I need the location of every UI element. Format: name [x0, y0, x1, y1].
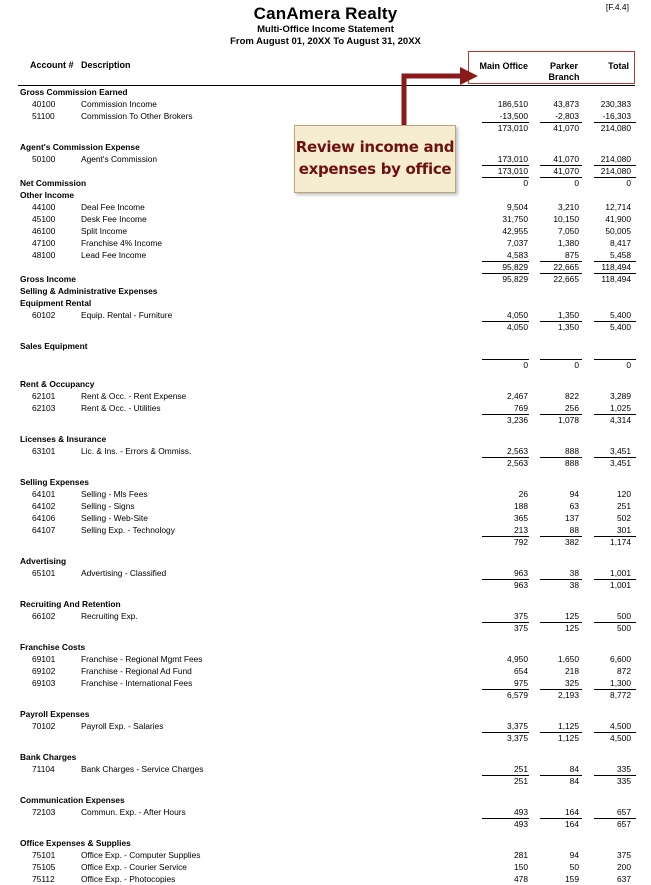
- section-label: Payroll Expenses: [20, 709, 90, 719]
- total-value: 8,417: [610, 238, 631, 248]
- account-description: Commission To Other Brokers: [81, 111, 193, 121]
- main-office-value: 31,750: [502, 214, 528, 224]
- parker-branch-value: 2,193: [558, 690, 579, 700]
- main-office-value: 375: [514, 611, 528, 621]
- total-value: 230,383: [600, 99, 631, 109]
- parker-branch-value: 0: [574, 360, 579, 370]
- account-number: 75112: [32, 874, 55, 884]
- parker-branch-value: 84: [569, 776, 579, 786]
- account-description: Agent's Commission: [81, 154, 158, 164]
- main-office-value: 975: [514, 678, 528, 688]
- parker-branch-value: 88: [569, 525, 579, 535]
- main-office-value: 95,829: [502, 262, 528, 272]
- total-value: 5,400: [610, 310, 631, 320]
- parker-branch-value: 94: [569, 850, 579, 860]
- section-label: Net Commission: [20, 178, 87, 188]
- total-value: 200: [617, 862, 631, 872]
- account-description: Selling - Mls Fees: [81, 489, 148, 499]
- account-number: 71104: [32, 764, 55, 774]
- account-description: Recruiting Exp.: [81, 611, 138, 621]
- parker-branch-value: 22,665: [553, 262, 579, 272]
- total-value: 50,005: [605, 226, 631, 236]
- total-value: 335: [617, 764, 631, 774]
- account-description: Desk Fee Income: [81, 214, 147, 224]
- main-office-value: 26: [518, 489, 528, 499]
- parker-branch-value: 164: [565, 819, 579, 829]
- main-office-value: 0: [523, 360, 528, 370]
- parker-branch-value: 1,078: [558, 415, 579, 425]
- parker-branch-value: 7,050: [558, 226, 579, 236]
- section-label: Gross Income: [20, 274, 76, 284]
- account-description: Commission Income: [81, 99, 157, 109]
- total-value: 214,080: [600, 154, 631, 164]
- total-value: 502: [617, 513, 631, 523]
- parker-branch-value: 22,665: [553, 274, 579, 284]
- parker-branch-value: 41,070: [553, 123, 579, 133]
- account-description: Selling Exp. - Technology: [81, 525, 175, 535]
- total-value: 3,289: [610, 391, 631, 401]
- account-number: 60102: [32, 310, 56, 320]
- section-row: [0, 837, 651, 849]
- total-value: 8,772: [610, 690, 631, 700]
- col-total-header: Total: [608, 61, 629, 71]
- account-description: Payroll Exp. - Salaries: [81, 721, 164, 731]
- main-office-value: -13,500: [499, 111, 528, 121]
- total-value: 118,494: [601, 274, 631, 284]
- account-number: 69101: [32, 654, 56, 664]
- main-office-value: 173,010: [497, 166, 528, 176]
- total-value: 12,714: [605, 202, 631, 212]
- main-office-value: 4,050: [507, 322, 528, 332]
- report-title: Multi-Office Income Statement: [257, 24, 394, 35]
- total-value: 301: [617, 525, 631, 535]
- callout-line-1: Review income and: [295, 138, 455, 156]
- account-description: Commun. Exp. - After Hours: [81, 807, 186, 817]
- total-value: -16,303: [602, 111, 631, 121]
- account-number: 75105: [32, 862, 56, 872]
- account-description: Office Exp. - Courier Service: [81, 862, 187, 872]
- section-label: Franchise Costs: [20, 642, 86, 652]
- total-value: 872: [617, 666, 631, 676]
- account-number: 72103: [32, 807, 56, 817]
- section-label: Gross Commission Earned: [20, 87, 128, 97]
- parker-branch-value: 888: [565, 446, 579, 456]
- account-number: 64106: [32, 513, 56, 523]
- parker-branch-value: 1,125: [558, 733, 579, 743]
- col-main-office-header: Main Office: [479, 61, 528, 71]
- account-description: Deal Fee Income: [81, 202, 145, 212]
- account-description: Advertising - Classified: [81, 568, 167, 578]
- total-value: 5,458: [610, 250, 631, 260]
- total-value: 500: [617, 611, 631, 621]
- main-office-value: 493: [514, 819, 528, 829]
- account-number: 48100: [32, 250, 56, 260]
- parker-branch-value: 94: [569, 489, 579, 499]
- total-value: 251: [617, 501, 631, 511]
- main-office-value: 963: [514, 580, 528, 590]
- callout-note: [294, 125, 456, 193]
- total-value: 0: [626, 360, 631, 370]
- total-value: 1,300: [610, 678, 631, 688]
- main-office-value: 281: [514, 850, 528, 860]
- account-description: Rent & Occ. - Rent Expense: [81, 391, 187, 401]
- total-value: 375: [617, 850, 631, 860]
- total-value: 118,494: [601, 262, 631, 272]
- section-label: Bank Charges: [20, 752, 77, 762]
- account-number: 47100: [32, 238, 56, 248]
- col-parker-header-line2: Branch: [548, 72, 580, 82]
- main-office-value: 963: [514, 568, 528, 578]
- main-office-value: 251: [514, 764, 528, 774]
- parker-branch-value: 38: [569, 580, 579, 590]
- parker-branch-value: 1,380: [558, 238, 579, 248]
- account-number: 46100: [32, 226, 56, 236]
- parker-branch-value: 822: [565, 391, 579, 401]
- account-number: 64102: [32, 501, 56, 511]
- company-title: CanAmera Realty: [253, 4, 398, 23]
- total-value: 657: [617, 819, 631, 829]
- account-description: Lic. & Ins. - Errors & Ommiss.: [81, 446, 192, 456]
- account-number: 44100: [32, 202, 56, 212]
- main-office-value: 493: [514, 807, 528, 817]
- account-row: [0, 849, 651, 861]
- total-value: 214,080: [600, 123, 631, 133]
- section-label: Selling Expenses: [20, 477, 89, 487]
- section-label: Sales Equipment: [20, 341, 88, 351]
- total-value: 1,001: [610, 580, 631, 590]
- total-value: 4,500: [610, 733, 631, 743]
- account-number: 69102: [32, 666, 56, 676]
- account-row: [0, 873, 651, 885]
- account-description: Office Exp. - Photocopies: [81, 874, 176, 884]
- account-number: 66102: [32, 611, 56, 621]
- main-office-value: 42,955: [502, 226, 528, 236]
- col-account-header: Account #: [30, 60, 74, 70]
- account-description: Franchise - International Fees: [81, 678, 193, 688]
- form-id: [F.4.4]: [605, 2, 629, 12]
- main-office-value: 2,563: [507, 446, 528, 456]
- report-period: From August 01, 20XX To August 31, 20XX: [230, 36, 421, 47]
- section-label: Agent's Commission Expense: [20, 142, 140, 152]
- parker-branch-value: 41,070: [553, 154, 579, 164]
- total-value: 41,900: [605, 214, 631, 224]
- main-office-value: 3,375: [507, 721, 528, 731]
- total-value: 335: [617, 776, 631, 786]
- parker-branch-value: 382: [565, 537, 579, 547]
- account-number: 50100: [32, 154, 56, 164]
- account-description: Split Income: [81, 226, 128, 236]
- account-number: 45100: [32, 214, 56, 224]
- main-office-value: 95,829: [502, 274, 528, 284]
- parker-branch-value: 164: [565, 807, 579, 817]
- section-label: Other Income: [20, 190, 74, 200]
- col-description-header: Description: [81, 60, 131, 70]
- parker-branch-value: 218: [565, 666, 579, 676]
- section-label: Equipment Rental: [20, 298, 92, 308]
- main-office-value: 7,037: [507, 238, 528, 248]
- main-office-value: 150: [514, 862, 528, 872]
- account-description: Equip. Rental - Furniture: [81, 310, 173, 320]
- main-office-value: 4,583: [507, 250, 528, 260]
- parker-branch-value: 256: [565, 403, 579, 413]
- main-office-value: 478: [514, 874, 528, 884]
- account-description: Franchise - Regional Ad Fund: [81, 666, 192, 676]
- account-number: 65101: [32, 568, 56, 578]
- total-value: 0: [626, 178, 631, 188]
- total-value: 637: [617, 874, 631, 884]
- account-number: 40100: [32, 99, 56, 109]
- total-value: 4,314: [610, 415, 631, 425]
- total-value: 214,080: [600, 166, 631, 176]
- account-description: Bank Charges - Service Charges: [81, 764, 204, 774]
- main-office-value: 2,467: [507, 391, 528, 401]
- main-office-value: 3,375: [507, 733, 528, 743]
- main-office-value: 769: [514, 403, 528, 413]
- parker-branch-value: 38: [569, 568, 579, 578]
- total-value: 4,500: [610, 721, 631, 731]
- section-label: Selling & Administrative Expenses: [20, 286, 158, 296]
- main-office-value: 173,010: [497, 154, 528, 164]
- main-office-value: 188: [514, 501, 528, 511]
- account-row: [0, 861, 651, 873]
- account-number: 51100: [32, 111, 55, 121]
- parker-branch-value: 325: [565, 678, 579, 688]
- account-number: 62101: [32, 391, 56, 401]
- total-value: 120: [617, 489, 631, 499]
- account-number: 64107: [32, 525, 56, 535]
- parker-branch-value: 1,650: [558, 654, 579, 664]
- main-office-value: 9,504: [507, 202, 528, 212]
- account-description: Lead Fee Income: [81, 250, 147, 260]
- main-office-value: 3,236: [507, 415, 528, 425]
- account-description: Selling - Signs: [81, 501, 135, 511]
- parker-branch-value: 10,150: [553, 214, 579, 224]
- account-number: 62103: [32, 403, 56, 413]
- total-value: 6,600: [610, 654, 631, 664]
- section-label: Communication Expenses: [20, 795, 125, 805]
- account-description: Selling - Web-Site: [81, 513, 148, 523]
- total-value: 657: [617, 807, 631, 817]
- total-value: 1,001: [610, 568, 631, 578]
- main-office-value: 792: [514, 537, 528, 547]
- callout-line-2: expenses by office: [298, 160, 452, 178]
- parker-branch-value: 125: [565, 611, 579, 621]
- parker-branch-value: 137: [565, 513, 579, 523]
- account-description: Rent & Occ. - Utilities: [81, 403, 161, 413]
- main-office-value: 2,563: [507, 458, 528, 468]
- account-number: 70102: [32, 721, 56, 731]
- account-description: Franchise 4% Income: [81, 238, 162, 248]
- parker-branch-value: 41,070: [553, 166, 579, 176]
- parker-branch-value: 43,873: [553, 99, 579, 109]
- parker-branch-value: 1,125: [558, 721, 579, 731]
- parker-branch-value: 888: [565, 458, 579, 468]
- section-label: Advertising: [20, 556, 67, 566]
- total-value: 500: [617, 623, 631, 633]
- main-office-value: 173,010: [497, 123, 528, 133]
- col-parker-header-line1: Parker: [549, 61, 579, 71]
- parker-branch-value: -2,803: [555, 111, 579, 121]
- parker-branch-value: 0: [574, 178, 579, 188]
- total-value: 1,025: [610, 403, 631, 413]
- parker-branch-value: 1,350: [558, 310, 579, 320]
- parker-branch-value: 159: [565, 874, 579, 884]
- main-office-value: 4,950: [507, 654, 528, 664]
- section-label: Recruiting And Retention: [20, 599, 121, 609]
- parker-branch-value: 125: [565, 623, 579, 633]
- parker-branch-value: 875: [565, 250, 579, 260]
- parker-branch-value: 50: [569, 862, 579, 872]
- account-number: 75101: [32, 850, 56, 860]
- total-value: 1,174: [610, 537, 631, 547]
- main-office-value: 654: [514, 666, 528, 676]
- parker-branch-value: 3,210: [558, 202, 579, 212]
- account-number: 63101: [32, 446, 56, 456]
- parker-branch-value: 84: [569, 764, 579, 774]
- section-label: Licenses & Insurance: [20, 434, 107, 444]
- section-label: Office Expenses & Supplies: [20, 838, 131, 848]
- account-description: Franchise - Regional Mgmt Fees: [81, 654, 203, 664]
- main-office-value: 213: [514, 525, 528, 535]
- main-office-value: 0: [523, 178, 528, 188]
- main-office-value: 186,510: [497, 99, 528, 109]
- main-office-value: 365: [514, 513, 528, 523]
- parker-branch-value: 63: [569, 501, 579, 511]
- main-office-value: 251: [514, 776, 528, 786]
- account-description: Office Exp. - Computer Supplies: [81, 850, 201, 860]
- main-office-value: 375: [514, 623, 528, 633]
- account-number: 69103: [32, 678, 56, 688]
- total-value: 5,400: [610, 322, 631, 332]
- main-office-value: 4,050: [507, 310, 528, 320]
- main-office-value: 6,579: [507, 690, 528, 700]
- total-value: 3,451: [610, 446, 631, 456]
- account-number: 64101: [32, 489, 56, 499]
- section-label: Rent & Occupancy: [20, 379, 95, 389]
- total-value: 3,451: [610, 458, 631, 468]
- parker-branch-value: 1,350: [558, 322, 579, 332]
